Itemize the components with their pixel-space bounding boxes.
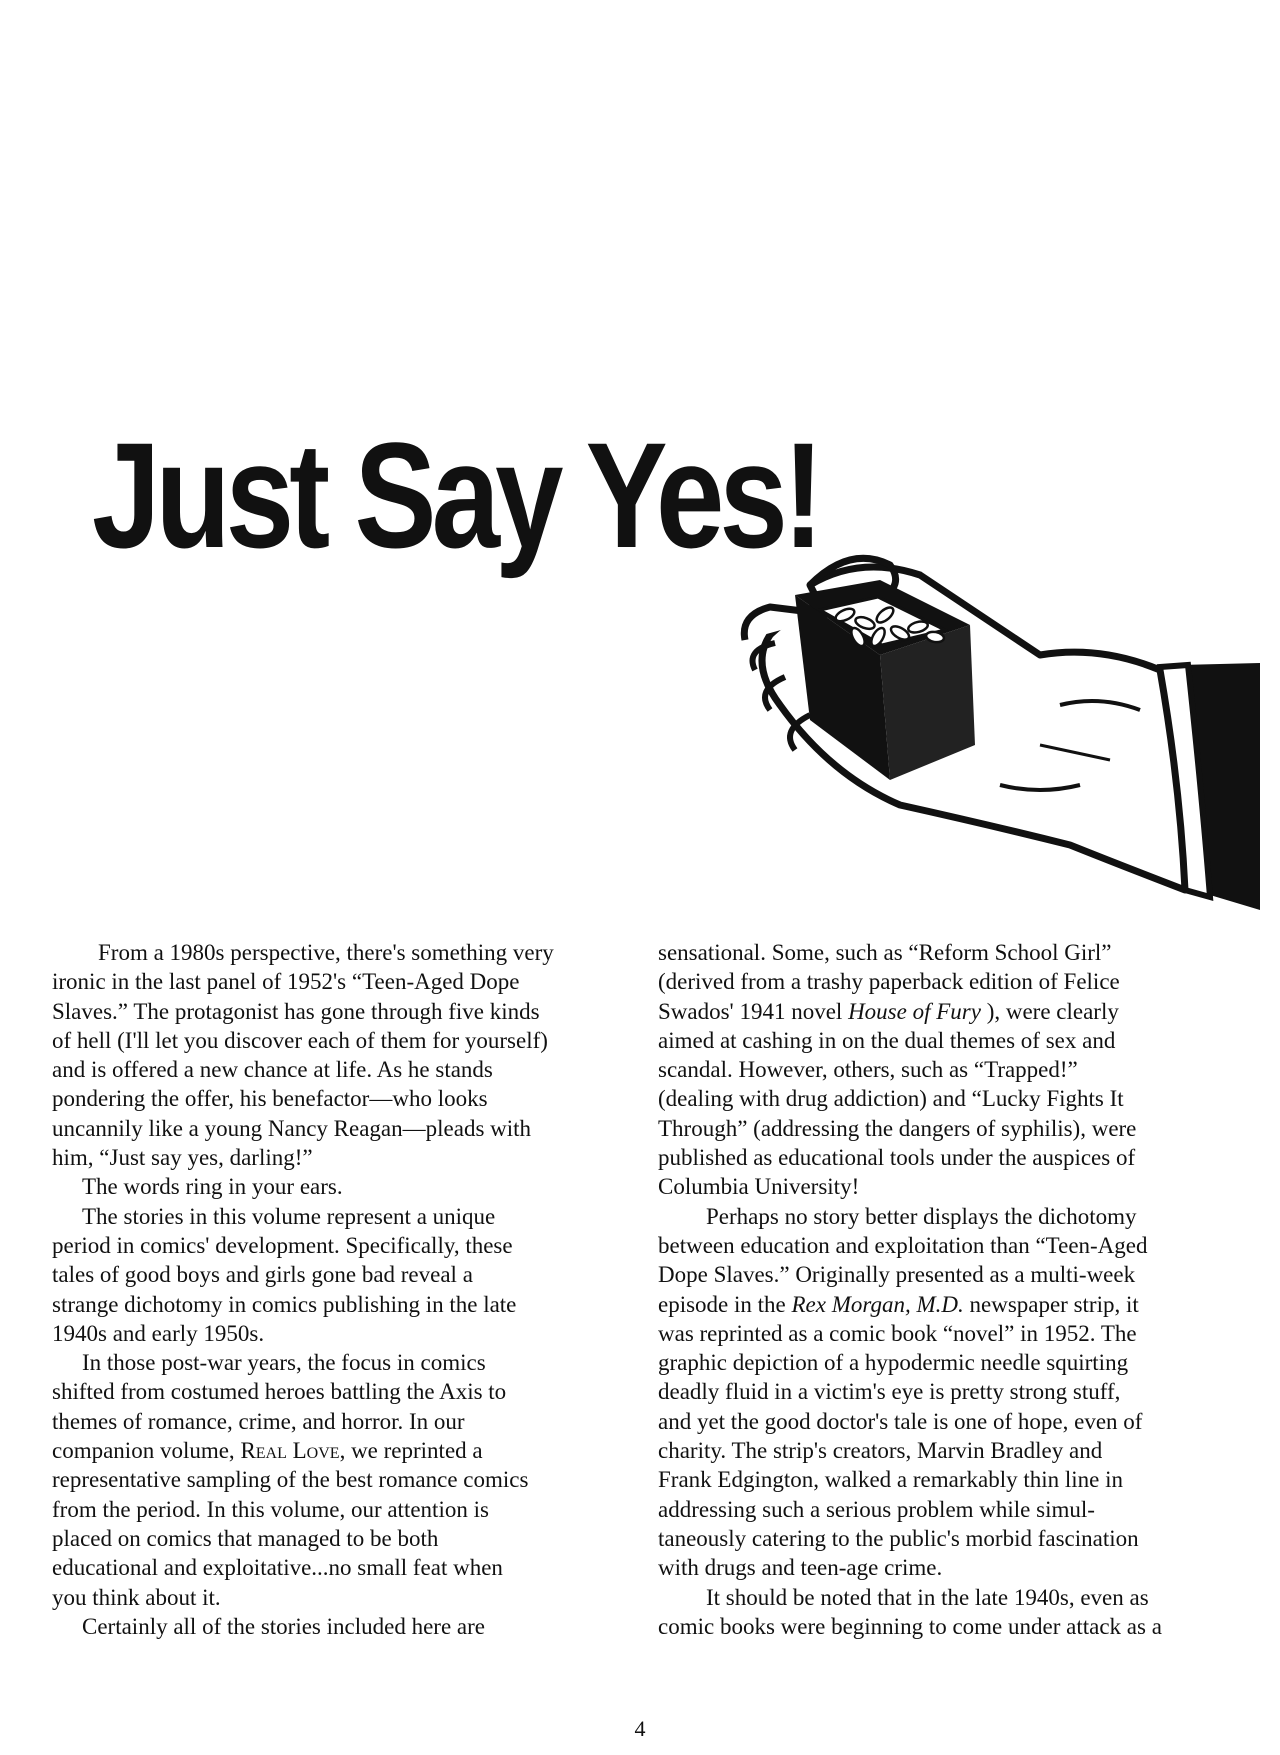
- text-line: [658, 997, 1238, 1026]
- text-line: From a 1980s perspective, there's something very: [98, 940, 554, 965]
- text-line: strange dichotomy in comics publishing in the late: [52, 1291, 517, 1317]
- text-line: him, “Just say yes, darling!”: [52, 1145, 313, 1171]
- text-line: It should be noted that in the late 1940s, even as: [706, 1584, 1149, 1610]
- text-line: themes of romance, crime, and horror. In our: [52, 1408, 465, 1434]
- text-line: addressing such a serious problem while simul-: [658, 1496, 1095, 1522]
- text-line: (derived from a trashy paperback edition of Felice: [658, 969, 1120, 995]
- column-left: [52, 938, 632, 1641]
- text-segment: Swados' 1941 novel: [658, 998, 849, 1024]
- text-line: Certainly all of the stories included here are: [82, 1613, 485, 1639]
- text-line: you think about it.: [52, 1584, 221, 1610]
- text-segment: episode in the: [658, 1291, 792, 1317]
- text-line: published as educational tools under the auspices of: [658, 1145, 1136, 1171]
- text-line: representative sampling of the best romance comics: [52, 1467, 529, 1493]
- text-line: with drugs and teen-age crime.: [658, 1555, 943, 1581]
- text-line: uncannily like a young Nancy Reagan—pleads with: [52, 1115, 532, 1141]
- text-line: taneously catering to the public's morbid fascination: [658, 1525, 1139, 1551]
- text-line: scandal. However, others, such as “Trapped!”: [658, 1057, 1078, 1083]
- text-line: ironic in the last panel of 1952's “Teen-Aged Dope: [52, 969, 520, 995]
- text-line: The stories in this volume represent a unique: [82, 1203, 496, 1229]
- text-line: Perhaps no story better displays the dichotomy: [706, 1203, 1137, 1229]
- text-line: comic books were beginning to come under attack as a: [658, 1613, 1162, 1639]
- text-line: shifted from costumed heroes battling the Axis to: [52, 1379, 507, 1405]
- text-line: from the period. In this volume, our attention is: [52, 1496, 489, 1522]
- text-line: graphic depiction of a hypodermic needle squirting: [658, 1350, 1129, 1376]
- page-number: 4: [634, 1716, 646, 1741]
- text-line: aimed at cashing in on the dual themes of sex and: [658, 1027, 1116, 1053]
- text-line: Through” (addressing the dangers of syphilis), were: [658, 1115, 1137, 1141]
- text-segment: newspaper strip, it: [963, 1291, 1139, 1317]
- text-line: Frank Edgington, walked a remarkably thin line in: [658, 1467, 1123, 1493]
- text-segment: , we reprinted a: [339, 1438, 483, 1464]
- column-right: [658, 938, 1238, 1641]
- page-title: Just Say Yes!: [92, 411, 819, 579]
- text-line: and is offered a new chance at life. As he stands: [52, 1057, 493, 1083]
- text-line: placed on comics that managed to be both: [52, 1525, 439, 1551]
- hand-offering-pill-box-icon: [740, 545, 1260, 910]
- text-segment: ), were clearly: [980, 998, 1119, 1024]
- text-line: sensational. Some, such as “Reform School Girl”: [658, 940, 1112, 965]
- text-line: charity. The strip's creators, Marvin Bradley and: [658, 1438, 1103, 1464]
- text-line: between education and exploitation than “Teen-Aged: [658, 1232, 1148, 1258]
- text-line: period in comics' development. Specifically, these: [52, 1232, 513, 1258]
- text-line: deadly fluid in a victim's eye is pretty strong stuff,: [658, 1379, 1121, 1405]
- text-line: educational and exploitative...no small feat when: [52, 1555, 503, 1581]
- text-line: (dealing with drug addiction) and “Lucky Fights It: [658, 1086, 1124, 1112]
- text-line: was reprinted as a comic book “novel” in 1952. The: [658, 1320, 1137, 1346]
- text-line: 1940s and early 1950s.: [52, 1320, 265, 1346]
- text-line: and yet the good doctor's tale is one of hope, even of: [658, 1408, 1143, 1434]
- text-line: tales of good boys and girls gone bad reveal a: [52, 1262, 473, 1288]
- text-line: pondering the offer, his benefactor—who looks: [52, 1086, 488, 1112]
- text-line: In those post-war years, the focus in comics: [82, 1350, 486, 1376]
- text-line: Columbia University!: [658, 1174, 860, 1200]
- text-line: of hell (I'll let you discover each of them for yourself): [52, 1027, 548, 1053]
- text-line: [52, 1436, 632, 1465]
- text-line: [658, 1290, 1238, 1319]
- book-title-house-of-fury: House of Fury: [848, 998, 981, 1024]
- text-line: Slaves.” The protagonist has gone through five kinds: [52, 998, 540, 1024]
- strip-title-rex-morgan: Rex Morgan, M.D.: [791, 1291, 964, 1317]
- book-title-real-love: Real Love: [240, 1438, 340, 1464]
- text-segment: companion volume,: [52, 1438, 241, 1464]
- text-line: The words ring in your ears.: [82, 1174, 343, 1200]
- text-line: Dope Slaves.” Originally presented as a multi-week: [658, 1262, 1136, 1288]
